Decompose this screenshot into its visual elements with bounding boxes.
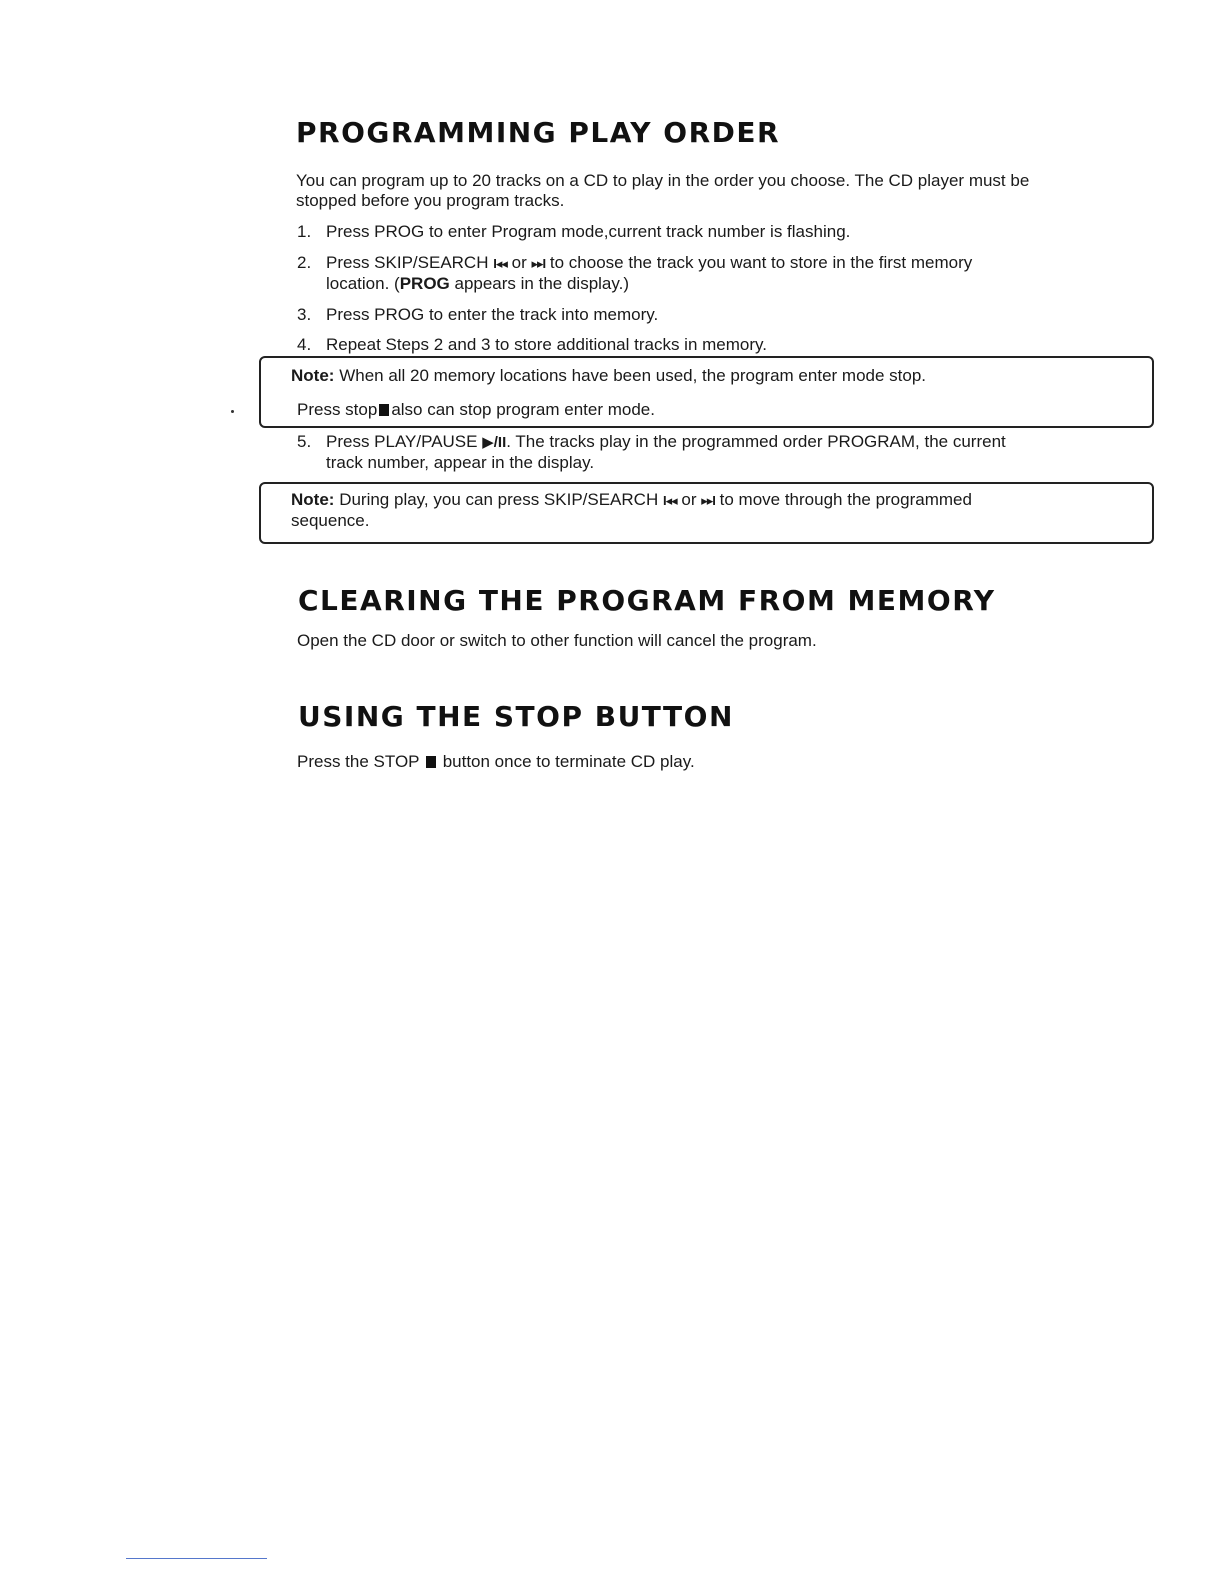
note-text: When all 20 memory locations have been used, the program enter mode stop. (339, 366, 927, 385)
or-text: or (681, 490, 697, 509)
step-text-a: Press SKIP/SEARCH (326, 253, 489, 272)
stop-square-icon (379, 404, 389, 416)
prog-label: PROG (399, 274, 450, 293)
step-text-line1 (326, 252, 972, 274)
skip-forward-icon: ▸▸I (531, 256, 546, 271)
step-number: 2. (297, 253, 312, 272)
step-number: 4. (297, 335, 312, 354)
step-2 (297, 252, 1117, 294)
skip-back-icon: I◂◂ (493, 256, 507, 271)
or-text: or (511, 253, 527, 272)
note-text-a: During play, you can press SKIP/SEARCH (339, 490, 659, 509)
stop-text-b: button once to terminate CD play. (442, 752, 695, 771)
step-number: 1. (297, 222, 312, 241)
note-text-b: also can stop program enter mode. (391, 400, 655, 419)
step-text-b: to choose the track you want to store in the first memory (549, 253, 973, 272)
line2-a: location. ( (326, 274, 400, 293)
note-label: Note: (291, 366, 335, 385)
step-text: Repeat Steps 2 and 3 to store additional tracks in memory. (326, 335, 767, 354)
step-text-b: . The tracks play in the programmed order PROGRAM, the current (506, 432, 1006, 451)
stop-title: USING THE STOP BUTTON (298, 700, 734, 733)
play-pause-icon: ▶/II (482, 434, 507, 451)
scan-speck (231, 410, 234, 413)
footer-rule (126, 1558, 267, 1559)
programming-intro-line2: stopped before you program tracks. (296, 191, 565, 210)
note-text-a: Press stop (297, 400, 378, 419)
line2-b: appears in the display.) (449, 274, 629, 293)
note2-line2: sequence. (291, 511, 370, 530)
note1-line1 (291, 365, 926, 386)
step-text: Press PROG to enter Program mode,current track number is flashing. (326, 222, 851, 241)
clearing-text: Open the CD door or switch to other function will cancel the program. (297, 631, 817, 650)
programming-title: PROGRAMMING PLAY ORDER (296, 116, 781, 149)
step-number: 3. (297, 305, 312, 324)
note-text-b: to move through the programmed (719, 490, 972, 509)
step-text-line1 (326, 431, 1006, 453)
step-text: Press PROG to enter the track into memory. (326, 305, 659, 324)
stop-square-icon (426, 756, 436, 768)
stop-text-a: Press the STOP (297, 752, 420, 771)
clearing-title: CLEARING THE PROGRAM FROM MEMORY (298, 584, 996, 617)
step-text-a: Press PLAY/PAUSE (326, 432, 478, 451)
step-number: 5. (297, 432, 312, 451)
note2-line1 (291, 489, 972, 511)
note1-line2 (297, 399, 655, 420)
skip-forward-icon: ▸▸I (701, 493, 715, 508)
note-label: Note: (291, 490, 335, 509)
step-text-line2 (326, 273, 629, 294)
programming-intro-line1: You can program up to 20 tracks on a CD to play in the order you choose. The CD player must be (296, 171, 1030, 190)
step-5 (297, 431, 1127, 473)
step-text-line2: track number, appear in the display. (326, 453, 595, 472)
stop-text (297, 751, 695, 772)
skip-back-icon: I◂◂ (662, 493, 677, 508)
